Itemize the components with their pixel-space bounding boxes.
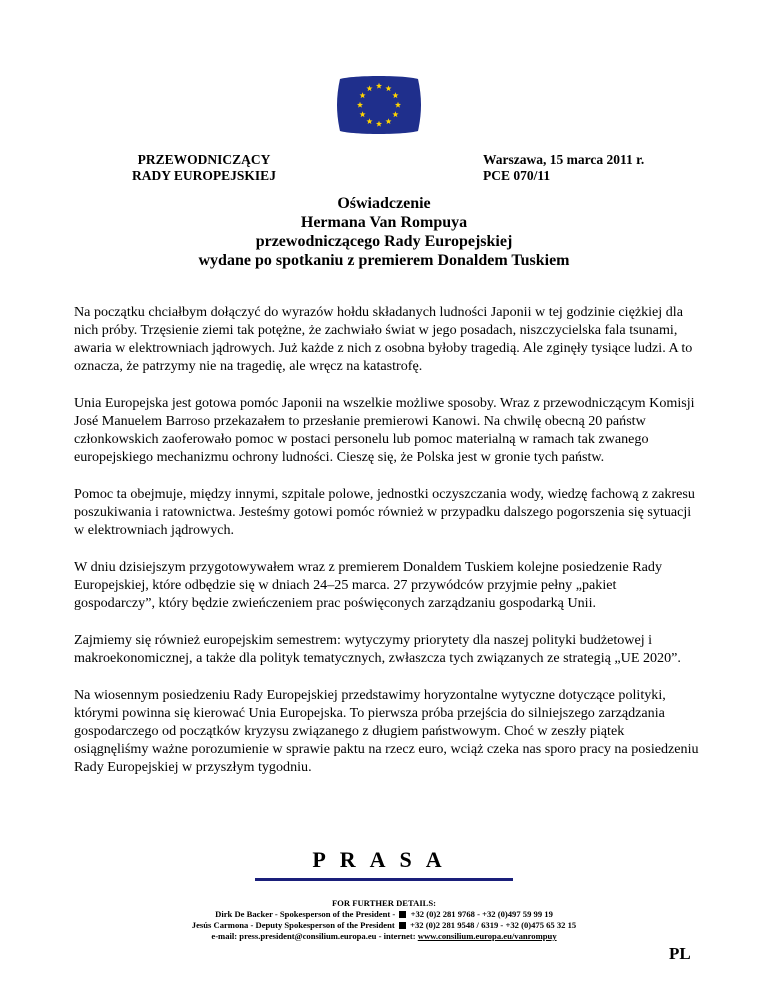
- email-text: e-mail: press.president@consilium.europa.eu - internet:: [211, 931, 418, 941]
- spokesperson-name: Dirk De Backer - Spokesperson of the President -: [215, 909, 396, 919]
- press-divider: [255, 878, 513, 881]
- language-code: PL: [669, 944, 691, 963]
- paragraph-2: Unia Europejska jest gotowa pomóc Japonii na wszelkie możliwe sposoby. Wraz z przewodniczącym Komisji José Manuelem Barroso przekazałem to przesłanie premierowi Kanowi. Na chwilę obecną 20 państw członkowskich zaoferowało pomoc w postaci personelu lub pomoc materialną w ramach tak zwanego europejskiego mechanizmu ochrony ludności. Cieszę się, że Polska jest w gronie tych państw.: [74, 395, 695, 465]
- document-title: [60, 194, 708, 270]
- paragraph-5: Zajmiemy się również europejskim semestrem: wytyczymy priorytety dla naszej polityki budżetowej i makroekonomicznej, a także dla polityk tematycznych, zwłaszcza tych związanych ze strategią „UE 2020”.: [74, 632, 681, 666]
- deputy-phone: +32 (0)2 281 9548 / 6319 - +32 (0)475 65 32 15: [410, 920, 577, 930]
- website-link[interactable]: www.consilium.europa.eu/vanrompuy: [417, 931, 557, 941]
- date-line: Warszawa, 15 marca 2011 r.: [483, 152, 645, 167]
- reference-number: PCE 070/11: [483, 168, 551, 183]
- footer-contact-line: [60, 931, 708, 942]
- title-line-3: przewodniczącego Rady Europejskiej: [255, 233, 513, 250]
- date-reference-block: [483, 152, 703, 184]
- phone-square-icon: [399, 911, 406, 918]
- paragraph-4: W dniu dzisiejszym przygotowywałem wraz z premierem Donaldem Tuskiem kolejne posiedzenie Rady Europejskiej, które odbędzie się w dniach 24–25 marca. 27 przywódców przyjmie pełny „pakiet gospodarczy”, który będzie zwieńczeniem prac poświęconych zarządzaniu gospodarką Unii.: [74, 559, 663, 611]
- statement-body: [74, 303, 699, 795]
- title-line-2: Hermana Van Rompuya: [300, 214, 468, 231]
- title-line-1: Oświadczenie: [337, 195, 431, 212]
- eu-flag-emblem-icon: [334, 75, 424, 135]
- issuer-block: [109, 152, 299, 184]
- contact-footer: [60, 898, 708, 942]
- deputy-name: Jesús Carmona - Deputy Spokesperson of the President: [191, 920, 395, 930]
- paragraph-6: Na wiosennym posiedzeniu Rady Europejskiej przedstawimy horyzontalne wytyczne dotyczące polityki, którymi powinna się kierować Unia Europejska. To pierwsza próba przejścia do silniejszego zarządzania gospodarczego od początków kryzysu związanego z długiem państwowym. Choć w zeszły piątek osiągnęliśmy ważne porozumienie w sprawie paktu na rzecz euro, wciąż czeka nas sporo pracy na posiedzeniu Rady Europejskiej w przyszłym tygodniu.: [74, 687, 699, 775]
- title-line-4: wydane po spotkaniu z premierem Donaldem Tuskiem: [198, 252, 570, 269]
- paragraph-1: Na początku chciałbym dołączyć do wyrazów hołdu składanych ludności Japonii w tej godzinie ciężkiej dla nich próby. Trzęsienie ziemi tak potężne, że zachwiało świat w jego posadach, niszczycielska fala tsunami, awaria w elektrowniach jądrowych. Już każde z nich z osobna byłoby tragedią. Ale zginęły tysiące ludzi. A to oznacza, że patrzymy nie na tragedię, ale wręcz na katastrofę.: [74, 304, 693, 374]
- press-label: PRASA: [312, 847, 456, 872]
- footer-spokesperson-line: [60, 909, 708, 920]
- footer-deputy-line: [60, 920, 708, 931]
- phone-square-icon: [399, 922, 406, 929]
- paragraph-3: Pomoc ta obejmuje, między innymi, szpitale polowe, jednostki oczyszczania wody, wiedzę fachową z zakresu poszukiwania i ratownictwa. Jesteśmy gotowi pomóc również w przypadku dalszego pogorszenia się sytuacji w elektrowniach jądrowych.: [74, 486, 695, 538]
- issuer-title: PRZEWODNICZĄCY: [137, 152, 271, 167]
- issuer-institution: RADY EUROPEJSKIEJ: [132, 168, 276, 183]
- footer-heading: FOR FURTHER DETAILS:: [331, 898, 437, 908]
- spokesperson-phone: +32 (0)2 281 9768 - +32 (0)497 59 99 19: [410, 909, 553, 919]
